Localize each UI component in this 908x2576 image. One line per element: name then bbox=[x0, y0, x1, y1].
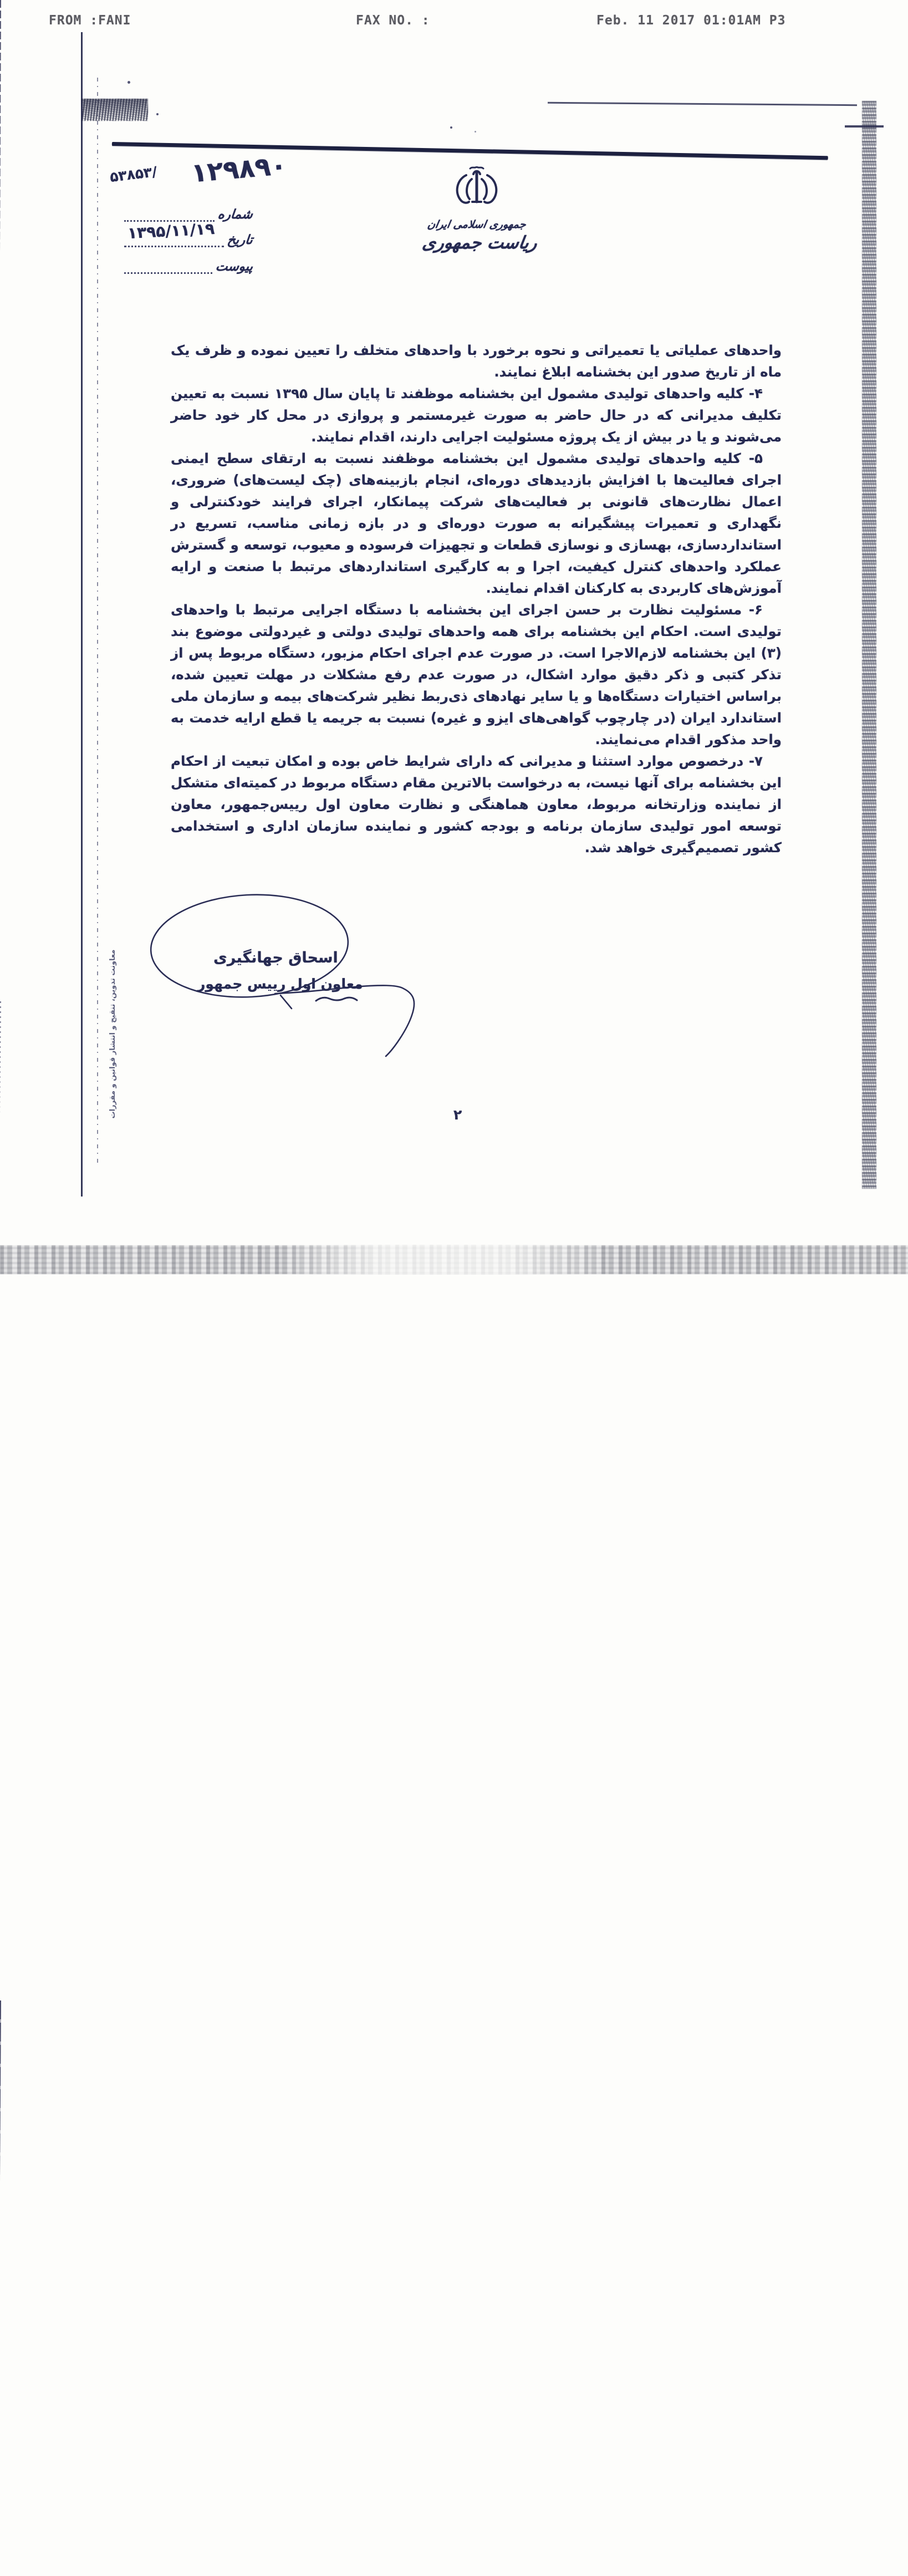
number-field-label: شماره bbox=[217, 207, 254, 222]
letterhead-office: ریاست جمهوری bbox=[421, 233, 539, 253]
scan-left-dotted-line bbox=[0, 1001, 1, 2000]
letterhead bbox=[421, 166, 539, 253]
date-field-label: تاریخ bbox=[226, 233, 254, 247]
paragraph-clause-4: ۴- کلیه واحدهای تولیدی مشمول این بخشنامه موظفند تا پایان سال ۱۳۹۵ نسبت به تعیین تکلیف مدیرانی که در حال حاضر به صورت غیرمستمر و پروازی در محل کار خود حاضر می‌شوند و یا در بیش از یک پروژه مسئولیت اجرایی دارند، اقدام نمایند. bbox=[171, 385, 782, 445]
scan-dot-mark bbox=[475, 131, 476, 133]
scan-smudge bbox=[81, 99, 148, 121]
margin-note-vertical: معاونت تدوین، تنقیح و انتشار قوانین و مقررات bbox=[109, 949, 117, 1119]
paragraph-continuation: واحدهای عملیاتی یا تعمیراتی و نحوه برخورد با واحدهای متخلف را تعیین نموده و ظرف یک ماه از تاریخ صدور این بخشنامه ابلاغ نمایند. bbox=[171, 342, 782, 380]
scan-right-border-line bbox=[0, 2000, 1, 2576]
signatory-title: معاون اول رییس جمهور bbox=[197, 976, 363, 992]
scan-topright-line bbox=[548, 102, 857, 106]
reference-number-row bbox=[124, 200, 253, 222]
registry-number-large: ۱۲۹۸۹۰ bbox=[190, 150, 288, 189]
scan-dot-mark bbox=[156, 113, 159, 115]
fax-header-from: FROM :FANI bbox=[49, 13, 131, 28]
allah-emblem-icon bbox=[448, 166, 506, 217]
reference-attachment-row bbox=[124, 252, 253, 274]
scan-left-inner-line bbox=[0, 0, 1, 1001]
scan-dot-mark bbox=[450, 126, 452, 129]
registry-number-small: ۵۳۸۵۳/ bbox=[109, 163, 158, 186]
page-number: ۲ bbox=[453, 1107, 462, 1123]
paragraph-clause-6: ۶- مسئولیت نظارت بر حسن اجرای این بخشنامه با دستگاه اجرایی مرتبط با واحدهای تولیدی است. احکام این بخشنامه برای همه واحدهای تولیدی دولتی و غیردولتی موضوع بند (۳) این بخشنامه لازم‌الاجرا است. در صورت عدم اجرای احکام مزبور، دستگاه مربوط پس از تذکر کتبی و ذکر دقیق موارد اشکال، در صورت عدم رفع مشکلات در مهلت تعیین شده، براساس اختیارات دستگاه‌ها و یا سایر نهادهای ذی‌ربط نظیر شرکت‌های بیمه و سازمان ملی استاندارد ایران (در چارچوب گواهی‌های ایزو و غیره) نسبت به جریمه یا قطع ارایه خدمت به واحد مذکور اقدام می‌نمایند. bbox=[171, 602, 782, 747]
signatory-name: اسحاق جهانگیری bbox=[213, 949, 338, 966]
paragraph-clause-5: ۵- کلیه واحدهای تولیدی مشمول این بخشنامه موظفند نسبت به ارتقای سطح ایمنی اجرای فعالیت‌ها با افزایش بازدیدهای دوره‌ای، انجام بازبینه‌های (چک لیست‌های) ضروری، اعمال نظارت‌های قانونی بر فعالیت‌های شرکت پیمانکار، اجرای فرایند خودکنترلی و نگهداری و تعمیرات پیشگیرانه به صورت دوره‌ای و در بازه زمانی مناسب، تسریع در استانداردسازی، بهسازی و نوسازی قطعات و تجهیزات فرسوده و معیوب، توسعه و گسترش عملکرد واحدهای کنترل کیفیت، اجرا و به کارگیری استانداردهای مرتبط با صنعت و ارایه آموزش‌های کاربردی به کارکنان اقدام نمایند. bbox=[171, 450, 782, 596]
attachment-field-dotted-leader bbox=[124, 264, 212, 274]
paragraph-clause-7: ۷- درخصوص موارد استثنا و مدیرانی که دارای شرایط خاص بوده و امکان تبعیت از احکام این بخشنامه برای آنها نیست، به درخواست بالاترین مقام دستگاه مربوط در کمیته‌ای متشکل از نماینده وزارتخانه مربوط، معاون هماهنگی و نظارت معاون اول رییس‌جمهور، معاون توسعه امور تولیدی سازمان برنامه و بودجه کشور و نماینده سازمان اداری و استخدامی کشور تصمیم‌گیری خواهد شد. bbox=[171, 753, 782, 856]
attachment-field-label: پیوست bbox=[215, 259, 254, 274]
circular-body bbox=[171, 339, 782, 858]
fax-header-fax-number: FAX NO. : bbox=[356, 13, 430, 28]
scan-dot-mark bbox=[127, 81, 130, 84]
letterhead-country: جمهوری اسلامی ایران bbox=[426, 218, 527, 231]
fax-header-datetime: Feb. 11 2017 01:01AM P3 bbox=[596, 13, 786, 28]
scan-noise-band-fade bbox=[288, 1245, 599, 1274]
scan-left-dashdot-line bbox=[97, 78, 98, 1163]
scan-left-border-line bbox=[81, 32, 83, 1197]
date-field-value: ۱۳۹۵/۱۱/۱۹ bbox=[127, 219, 215, 243]
scan-noise-band-right bbox=[862, 101, 876, 1189]
